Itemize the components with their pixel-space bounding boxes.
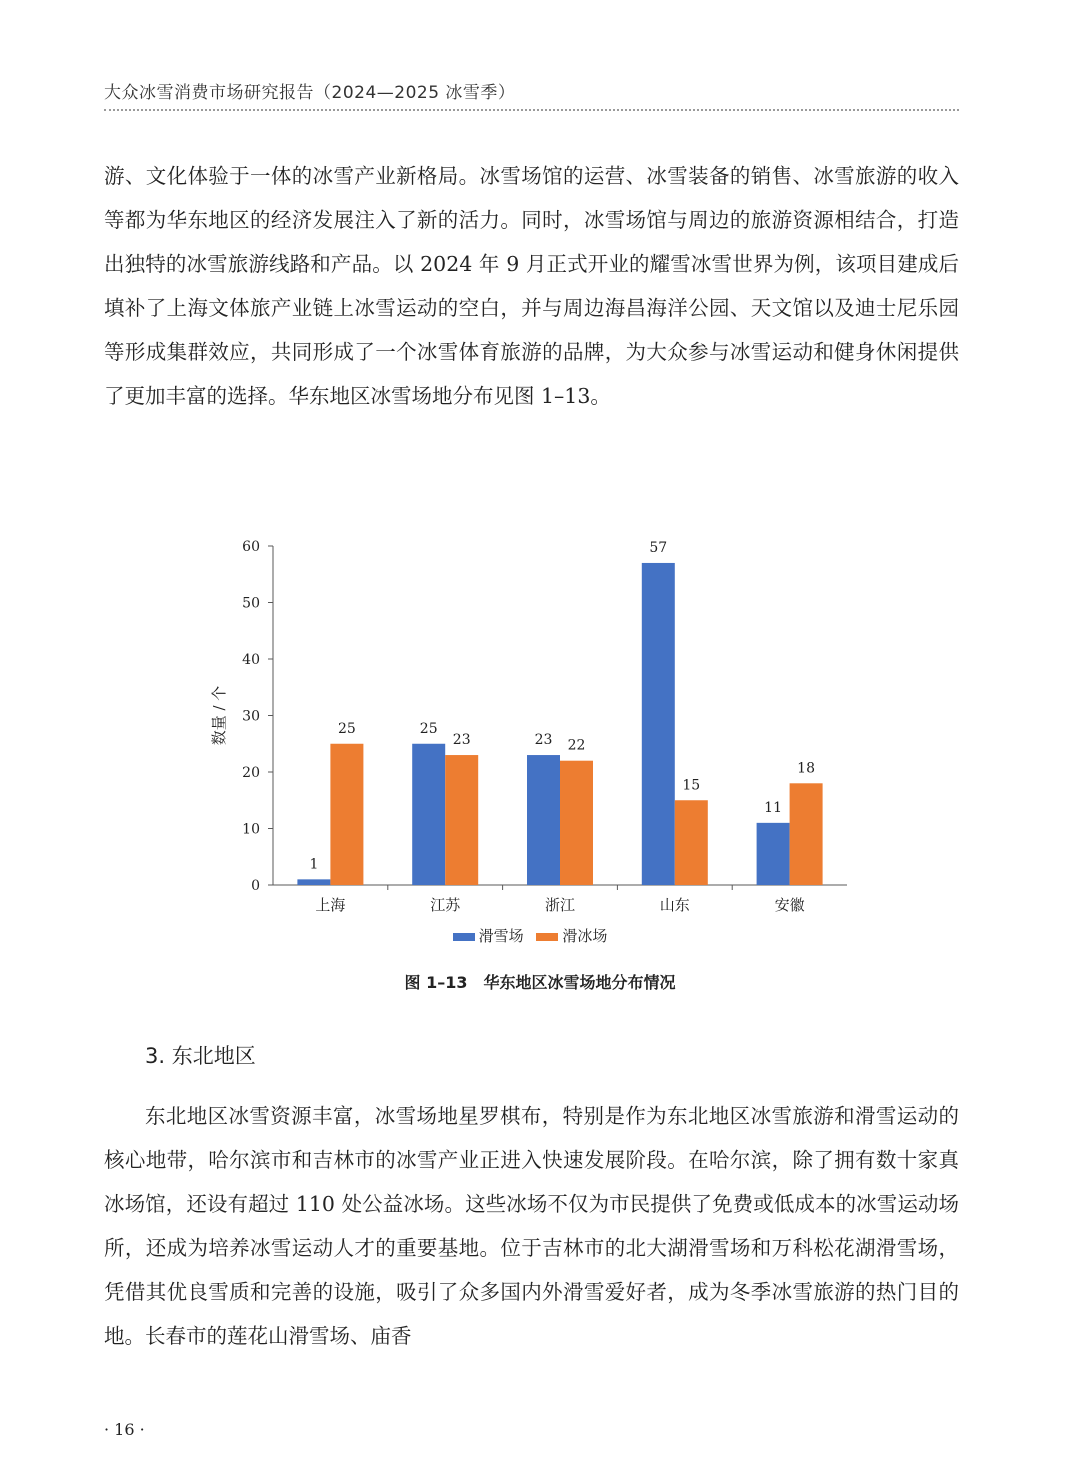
legend-swatch-skate xyxy=(536,933,558,941)
bar-ski xyxy=(527,755,560,885)
running-header: 大众冰雪消费市场研究报告（2024—2025 冰雪季） xyxy=(104,83,516,103)
page-number: · 16 · xyxy=(104,1420,145,1439)
data-label: 18 xyxy=(797,760,816,777)
x-tick-label: 安徽 xyxy=(774,896,805,914)
chart-svg xyxy=(190,525,870,965)
chart-legend xyxy=(190,925,870,946)
x-tick-label: 浙江 xyxy=(544,896,576,914)
bar-ski xyxy=(297,879,330,885)
header-divider xyxy=(104,109,959,111)
bar-chart xyxy=(190,525,870,965)
y-tick-label: 50 xyxy=(242,595,260,612)
y-tick-label: 10 xyxy=(242,821,260,838)
y-tick-label: 30 xyxy=(242,708,260,725)
x-tick-label: 江苏 xyxy=(430,896,461,914)
data-label: 15 xyxy=(682,777,701,794)
bar-skate xyxy=(560,761,593,885)
bar-ski xyxy=(642,563,675,885)
legend-swatch-ski xyxy=(453,933,475,941)
y-tick-label: 0 xyxy=(251,878,260,894)
data-label: 25 xyxy=(419,720,438,737)
legend-label-skate: 滑冰场 xyxy=(562,927,608,945)
figure-caption: 图 1–13 华东地区冰雪场地分布情况 xyxy=(404,973,676,992)
legend-item-skate xyxy=(536,925,607,946)
y-axis-title: 数量 / 个 xyxy=(210,685,228,746)
x-tick-label: 山东 xyxy=(659,896,690,914)
data-label: 11 xyxy=(764,799,783,816)
bar-ski xyxy=(412,744,445,885)
data-label: 1 xyxy=(309,856,319,873)
body-paragraph-1: 游、文化体验于一体的冰雪产业新格局。冰雪场馆的运营、冰雪装备的销售、冰雪旅游的收入等都为华东地区的经济发展注入了新的活力。同时，冰雪场馆与周边的旅游资源相结合，打造出独特的冰雪旅游线路和产品。以 2024 年 9 月正式开业的耀雪冰雪世界为例，该项目建成后填补了上海文体旅产业链上冰雪运动的空白，并与周边海昌海洋公园、天文馆以及迪士尼乐园等形成集群效应，共同形成了一个冰雪体育旅游的品牌，为大众参与冰雪运动和健身休闲提供了更加丰富的选择。华东地区冰雪场地分布见图 1–13。 xyxy=(104,164,959,408)
bar-skate xyxy=(330,744,363,885)
data-label: 23 xyxy=(534,732,553,749)
bar-skate xyxy=(790,783,823,885)
data-label: 22 xyxy=(567,737,586,754)
bar-skate xyxy=(445,755,478,885)
legend-label-ski: 滑雪场 xyxy=(478,927,524,945)
body-paragraph-2: 东北地区冰雪资源丰富，冰雪场地星罗棋布，特别是作为东北地区冰雪旅游和滑雪运动的核心地带，哈尔滨市和吉林市的冰雪产业正进入快速发展阶段。在哈尔滨，除了拥有数十家真冰场馆，还设有超过 110 处公益冰场。这些冰场不仅为市民提供了免费或低成本的冰雪运动场所，还成为培养冰雪运动人才的重要基地。位于吉林市的北大湖滑雪场和万科松花湖滑雪场，凭借其优良雪质和完善的设施，吸引了众多国内外滑雪爱好者，成为冬季冰雪旅游的热门目的地。长春市的莲花山滑雪场、庙香 xyxy=(104,1104,959,1348)
data-label: 25 xyxy=(337,720,356,737)
data-label: 23 xyxy=(452,732,471,749)
data-label: 57 xyxy=(649,539,668,556)
bar-ski xyxy=(757,823,790,885)
y-tick-label: 60 xyxy=(242,539,260,555)
x-tick-label: 上海 xyxy=(315,896,346,914)
y-tick-label: 20 xyxy=(242,765,260,781)
bar-skate xyxy=(675,800,708,885)
y-tick-label: 40 xyxy=(242,652,260,668)
legend-item-ski xyxy=(453,925,524,946)
section-heading: 3. 东北地区 xyxy=(145,1044,256,1068)
